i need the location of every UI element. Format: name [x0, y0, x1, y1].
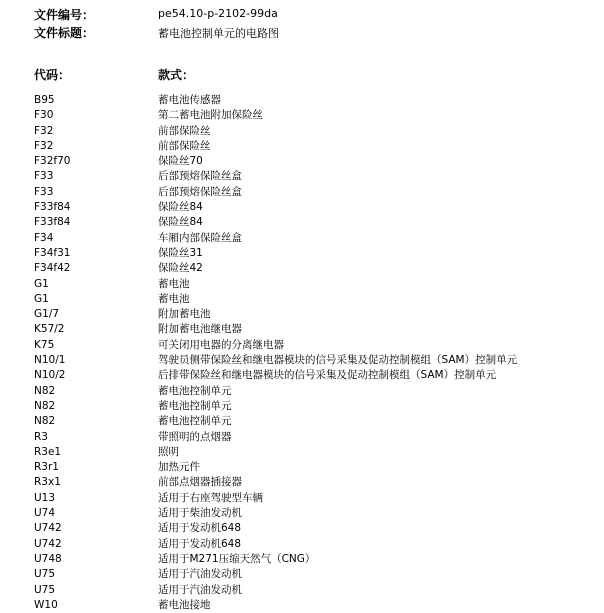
component-description: 适用于右座驾驶型车辆: [158, 491, 263, 504]
list-item: [0, 399, 604, 414]
component-description: 车厢内部保险丝盒: [158, 231, 242, 244]
list-item: [0, 353, 604, 368]
component-code: U75: [34, 583, 56, 596]
list-item: [0, 124, 604, 139]
component-description: 蓄电池接地: [158, 598, 211, 611]
list-item: [0, 231, 604, 246]
list-item: [0, 307, 604, 322]
component-description: 后部预熔保险丝盒: [158, 170, 242, 183]
component-description: 照明: [158, 445, 179, 458]
list-item: [0, 154, 604, 169]
component-description: 后排带保险丝和继电器模块的信号采集及促动控制模组（SAM）控制单元: [158, 369, 497, 382]
component-description: 后部预熔保险丝盒: [158, 185, 242, 198]
component-description: 适用于柴油发动机: [158, 507, 242, 520]
list-item: [0, 215, 604, 230]
list-item: [0, 506, 604, 521]
component-description: 蓄电池控制单元: [158, 399, 232, 412]
list-item: [0, 460, 604, 475]
list-item: [0, 246, 604, 261]
desc-column-header: 款式：: [158, 68, 195, 82]
component-description: 保险丝84: [158, 216, 203, 229]
component-description: 附加蓄电池继电器: [158, 323, 242, 336]
component-description: 适用于汽油发动机: [158, 568, 242, 581]
component-code: U13: [34, 491, 56, 504]
component-code: F32: [34, 124, 54, 137]
component-code: U742: [34, 522, 62, 535]
component-code: B95: [34, 94, 55, 106]
component-description: 前部点烟器插接器: [158, 476, 242, 489]
component-code: F33: [34, 185, 54, 198]
component-code: N82: [34, 415, 56, 428]
list-item: [0, 384, 604, 399]
component-code: F33f84: [34, 216, 71, 229]
component-description: 可关闭用电器的分离继电器: [158, 338, 284, 351]
component-code: F33: [34, 170, 54, 183]
list-item: [0, 139, 604, 154]
component-description: 附加蓄电池: [158, 308, 211, 321]
list-item: [0, 491, 604, 506]
component-description: 带照明的点烟器: [158, 430, 232, 443]
component-description: 前部保险丝: [158, 139, 211, 152]
component-description: 适用于汽油发动机: [158, 583, 242, 596]
list-item: [0, 93, 604, 108]
component-code: N82: [34, 384, 56, 397]
list-item: [0, 292, 604, 307]
component-code: R3e1: [34, 445, 62, 458]
list-item: [0, 185, 604, 200]
list-item: [0, 567, 604, 582]
component-code: F30: [34, 109, 54, 122]
list-item: [0, 552, 604, 567]
component-code: U742: [34, 537, 62, 550]
component-code: F32: [34, 139, 54, 152]
component-description: 适用于发动机648: [158, 537, 242, 550]
component-code: R3r1: [34, 461, 59, 474]
list-item: [0, 414, 604, 429]
list-item: [0, 598, 604, 613]
list-item: [0, 583, 604, 598]
file-title-label: 文件标题：: [34, 26, 95, 40]
component-code: F34f31: [34, 246, 71, 259]
component-code: R3x1: [34, 476, 61, 489]
list-item: [0, 475, 604, 490]
component-description: 蓄电池: [158, 292, 190, 305]
list-item: [0, 200, 604, 215]
component-description: 保险丝84: [158, 201, 203, 214]
list-item: [0, 261, 604, 276]
component-code: G1/7: [34, 308, 60, 321]
component-description: 蓄电池传感器: [158, 94, 221, 106]
component-code: K75: [34, 338, 55, 351]
component-description: 保险丝42: [158, 262, 203, 275]
component-code: R3: [34, 430, 48, 443]
list-item: [0, 277, 604, 292]
component-description: 蓄电池控制单元: [158, 415, 232, 428]
component-description: 第二蓄电池附加保险丝: [158, 109, 263, 122]
component-code: W10: [34, 598, 58, 611]
component-code: U748: [34, 552, 62, 565]
list-item: [0, 338, 604, 353]
component-description: 适用于M271压缩天然气（CNG）: [158, 552, 316, 565]
component-code: F34: [34, 231, 54, 244]
list-item: [0, 108, 604, 123]
component-code: N10/1: [34, 354, 66, 367]
list-item: [0, 169, 604, 184]
component-code: N82: [34, 399, 56, 412]
component-code: U74: [34, 507, 56, 520]
list-item: [0, 445, 604, 460]
component-code: G1: [34, 292, 49, 305]
component-code: F32f70: [34, 155, 71, 168]
code-column-header: 代码：: [34, 68, 71, 82]
component-description: 驾驶员侧带保险丝和继电器模块的信号采集及促动控制模组（SAM）控制单元: [158, 354, 518, 367]
list-item: [0, 368, 604, 383]
component-description: 保险丝31: [158, 246, 203, 259]
file-number-label: 文件编号：: [34, 8, 95, 22]
component-code: F34f42: [34, 262, 71, 275]
list-item: [0, 430, 604, 445]
component-code: G1: [34, 277, 49, 290]
component-description: 蓄电池控制单元: [158, 384, 232, 397]
list-item: [0, 521, 604, 536]
file-title-value: 蓄电池控制单元的电路图: [158, 27, 279, 40]
list-item: [0, 322, 604, 337]
component-code: K57/2: [34, 323, 65, 336]
component-description: 适用于发动机648: [158, 522, 242, 535]
list-item: [0, 537, 604, 552]
component-description: 蓄电池: [158, 277, 190, 290]
component-description: 加热元件: [158, 461, 200, 474]
component-code: N10/2: [34, 369, 66, 382]
component-description: 前部保险丝: [158, 124, 211, 137]
component-code: U75: [34, 568, 56, 581]
component-description: 保险丝70: [158, 155, 203, 168]
component-code: F33f84: [34, 201, 71, 214]
legend-list: [0, 93, 604, 613]
file-number-value: pe54.10-p-2102-99da: [158, 7, 278, 20]
